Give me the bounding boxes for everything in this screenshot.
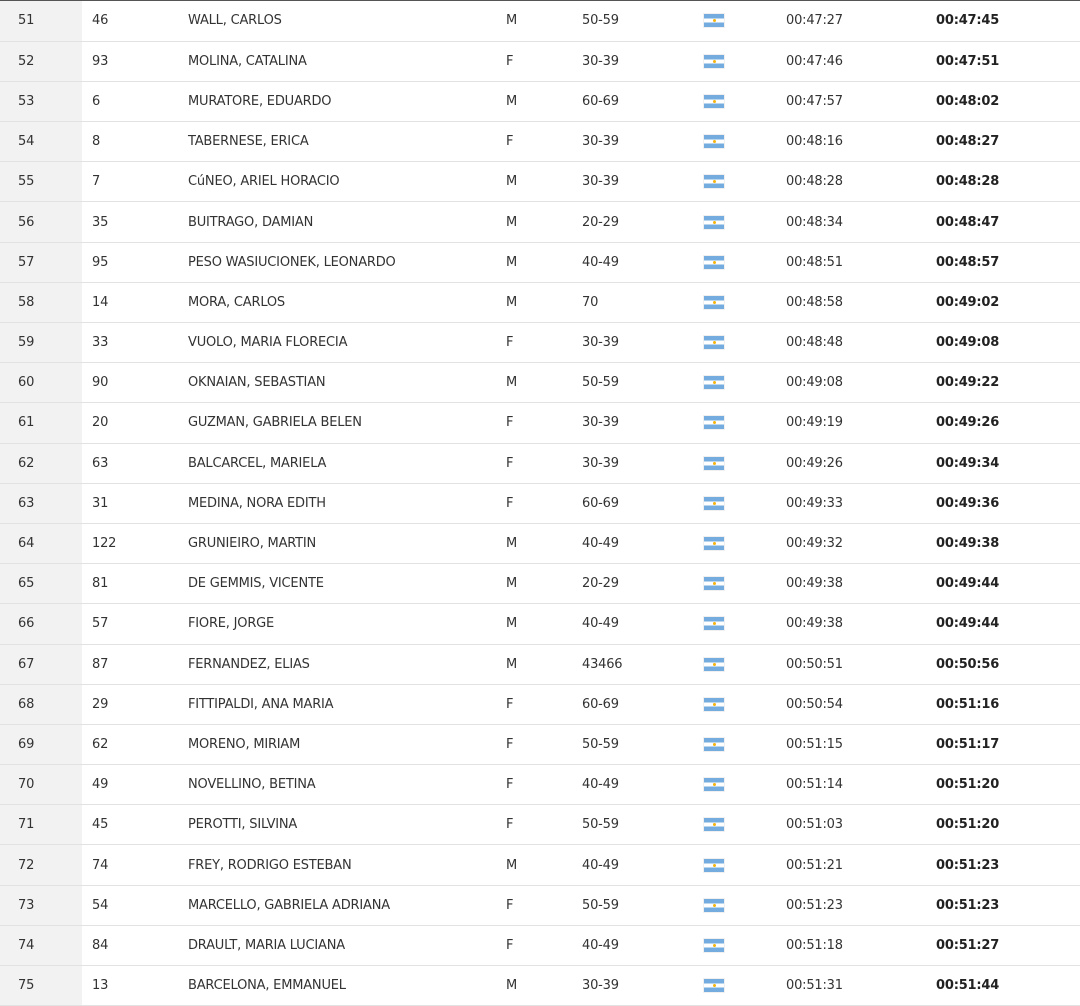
argentina-flag-icon [704, 175, 724, 188]
bib-cell: 81 [82, 564, 180, 604]
gun-time-cell: 00:51:23 [778, 885, 928, 925]
net-time-cell: 00:48:27 [928, 122, 1080, 162]
sun-icon [713, 180, 716, 183]
category-cell: 50-59 [574, 805, 696, 845]
bib-cell: 33 [82, 323, 180, 363]
argentina-flag-icon [704, 979, 724, 992]
gun-time-cell: 00:47:57 [778, 81, 928, 121]
table-row[interactable] [0, 483, 1080, 523]
sun-icon [713, 823, 716, 826]
position-cell: 69 [0, 724, 82, 764]
net-time-cell: 00:51:44 [928, 966, 1080, 1006]
net-time-cell: 00:49:02 [928, 282, 1080, 322]
nationality-cell [696, 564, 778, 604]
runner-name-cell: PESO WASIUCIONEK, LEONARDO [180, 242, 498, 282]
table-row[interactable] [0, 282, 1080, 322]
runner-name-cell: MORENO, MIRIAM [180, 724, 498, 764]
argentina-flag-icon [704, 55, 724, 68]
gun-time-cell: 00:49:38 [778, 604, 928, 644]
table-row[interactable] [0, 724, 1080, 764]
gun-time-cell: 00:48:34 [778, 202, 928, 242]
sex-cell: F [498, 765, 574, 805]
sex-cell: F [498, 483, 574, 523]
results-table [0, 1, 1080, 1006]
gun-time-cell: 00:48:16 [778, 122, 928, 162]
argentina-flag-icon [704, 738, 724, 751]
gun-time-cell: 00:47:46 [778, 41, 928, 81]
net-time-cell: 00:48:28 [928, 162, 1080, 202]
gun-time-cell: 00:51:14 [778, 765, 928, 805]
net-time-cell: 00:48:02 [928, 81, 1080, 121]
position-cell: 52 [0, 41, 82, 81]
runner-name-cell: OKNAIAN, SEBASTIAN [180, 363, 498, 403]
table-row[interactable] [0, 765, 1080, 805]
bib-cell: 62 [82, 724, 180, 764]
category-cell: 50-59 [574, 885, 696, 925]
sex-cell: M [498, 242, 574, 282]
table-row[interactable] [0, 363, 1080, 403]
net-time-cell: 00:49:22 [928, 363, 1080, 403]
runner-name-cell: MEDINA, NORA EDITH [180, 483, 498, 523]
gun-time-cell: 00:49:26 [778, 443, 928, 483]
sex-cell: F [498, 925, 574, 965]
argentina-flag-icon [704, 859, 724, 872]
nationality-cell [696, 282, 778, 322]
nationality-cell [696, 966, 778, 1006]
position-cell: 56 [0, 202, 82, 242]
net-time-cell: 00:50:56 [928, 644, 1080, 684]
table-row[interactable] [0, 523, 1080, 563]
category-cell: 40-49 [574, 523, 696, 563]
runner-name-cell: VUOLO, MARIA FLORECIA [180, 323, 498, 363]
nationality-cell [696, 202, 778, 242]
category-cell: 40-49 [574, 765, 696, 805]
argentina-flag-icon [704, 497, 724, 510]
bib-cell: 95 [82, 242, 180, 282]
category-cell: 30-39 [574, 41, 696, 81]
runner-name-cell: BALCARCEL, MARIELA [180, 443, 498, 483]
table-row[interactable] [0, 202, 1080, 242]
sun-icon [713, 944, 716, 947]
sex-cell: M [498, 81, 574, 121]
sex-cell: F [498, 443, 574, 483]
nationality-cell [696, 885, 778, 925]
gun-time-cell: 00:48:28 [778, 162, 928, 202]
sun-icon [713, 462, 716, 465]
runner-name-cell: PEROTTI, SILVINA [180, 805, 498, 845]
argentina-flag-icon [704, 899, 724, 912]
nationality-cell [696, 1, 778, 41]
runner-name-cell: BUITRAGO, DAMIAN [180, 202, 498, 242]
category-cell: 60-69 [574, 684, 696, 724]
bib-cell: 35 [82, 202, 180, 242]
sex-cell: M [498, 1, 574, 41]
category-cell: 60-69 [574, 81, 696, 121]
category-cell: 30-39 [574, 966, 696, 1006]
position-cell: 59 [0, 323, 82, 363]
runner-name-cell: FIORE, JORGE [180, 604, 498, 644]
results-table-body [0, 1, 1080, 1006]
position-cell: 70 [0, 765, 82, 805]
position-cell: 72 [0, 845, 82, 885]
category-cell: 20-29 [574, 202, 696, 242]
table-row[interactable] [0, 604, 1080, 644]
sun-icon [713, 703, 716, 706]
sun-icon [713, 743, 716, 746]
gun-time-cell: 00:48:48 [778, 323, 928, 363]
position-cell: 61 [0, 403, 82, 443]
position-cell: 64 [0, 523, 82, 563]
runner-name-cell: DRAULT, MARIA LUCIANA [180, 925, 498, 965]
sun-icon [713, 542, 716, 545]
position-cell: 63 [0, 483, 82, 523]
sun-icon [713, 19, 716, 22]
argentina-flag-icon [704, 658, 724, 671]
argentina-flag-icon [704, 577, 724, 590]
argentina-flag-icon [704, 256, 724, 269]
table-row[interactable] [0, 403, 1080, 443]
nationality-cell [696, 523, 778, 563]
nationality-cell [696, 644, 778, 684]
position-cell: 67 [0, 644, 82, 684]
sun-icon [713, 783, 716, 786]
gun-time-cell: 00:51:21 [778, 845, 928, 885]
sex-cell: M [498, 523, 574, 563]
nationality-cell [696, 765, 778, 805]
sex-cell: F [498, 724, 574, 764]
gun-time-cell: 00:51:03 [778, 805, 928, 845]
runner-name-cell: WALL, CARLOS [180, 1, 498, 41]
position-cell: 68 [0, 684, 82, 724]
table-row[interactable] [0, 162, 1080, 202]
sun-icon [713, 221, 716, 224]
bib-cell: 74 [82, 845, 180, 885]
net-time-cell: 00:51:27 [928, 925, 1080, 965]
bib-cell: 93 [82, 41, 180, 81]
sun-icon [713, 984, 716, 987]
bib-cell: 7 [82, 162, 180, 202]
table-row[interactable] [0, 805, 1080, 845]
nationality-cell [696, 483, 778, 523]
nationality-cell [696, 81, 778, 121]
net-time-cell: 00:47:51 [928, 41, 1080, 81]
bib-cell: 45 [82, 805, 180, 845]
net-time-cell: 00:48:57 [928, 242, 1080, 282]
category-cell: 60-69 [574, 483, 696, 523]
runner-name-cell: GUZMAN, GABRIELA BELEN [180, 403, 498, 443]
nationality-cell [696, 443, 778, 483]
table-row[interactable] [0, 966, 1080, 1006]
nationality-cell [696, 684, 778, 724]
table-row[interactable] [0, 443, 1080, 483]
bib-cell: 29 [82, 684, 180, 724]
nationality-cell [696, 41, 778, 81]
position-cell: 75 [0, 966, 82, 1006]
runner-name-cell: MURATORE, EDUARDO [180, 81, 498, 121]
nationality-cell [696, 845, 778, 885]
nationality-cell [696, 805, 778, 845]
position-cell: 55 [0, 162, 82, 202]
argentina-flag-icon [704, 537, 724, 550]
argentina-flag-icon [704, 939, 724, 952]
argentina-flag-icon [704, 296, 724, 309]
sun-icon [713, 582, 716, 585]
bib-cell: 87 [82, 644, 180, 684]
category-cell: 30-39 [574, 323, 696, 363]
net-time-cell: 00:49:26 [928, 403, 1080, 443]
gun-time-cell: 00:48:51 [778, 242, 928, 282]
nationality-cell [696, 323, 778, 363]
sun-icon [713, 663, 716, 666]
table-row[interactable] [0, 242, 1080, 282]
bib-cell: 49 [82, 765, 180, 805]
bib-cell: 46 [82, 1, 180, 41]
gun-time-cell: 00:50:51 [778, 644, 928, 684]
category-cell: 50-59 [574, 724, 696, 764]
sex-cell: F [498, 684, 574, 724]
net-time-cell: 00:49:34 [928, 443, 1080, 483]
argentina-flag-icon [704, 818, 724, 831]
sex-cell: F [498, 885, 574, 925]
gun-time-cell: 00:51:15 [778, 724, 928, 764]
category-cell: 30-39 [574, 443, 696, 483]
sun-icon [713, 904, 716, 907]
sex-cell: M [498, 162, 574, 202]
position-cell: 73 [0, 885, 82, 925]
category-cell: 40-49 [574, 604, 696, 644]
runner-name-cell: GRUNIEIRO, MARTIN [180, 523, 498, 563]
net-time-cell: 00:49:36 [928, 483, 1080, 523]
bib-cell: 90 [82, 363, 180, 403]
position-cell: 60 [0, 363, 82, 403]
nationality-cell [696, 162, 778, 202]
argentina-flag-icon [704, 336, 724, 349]
runner-name-cell: MORA, CARLOS [180, 282, 498, 322]
position-cell: 71 [0, 805, 82, 845]
argentina-flag-icon [704, 216, 724, 229]
sun-icon [713, 140, 716, 143]
nationality-cell [696, 724, 778, 764]
position-cell: 53 [0, 81, 82, 121]
table-row[interactable] [0, 925, 1080, 965]
position-cell: 62 [0, 443, 82, 483]
runner-name-cell: MARCELLO, GABRIELA ADRIANA [180, 885, 498, 925]
gun-time-cell: 00:47:27 [778, 1, 928, 41]
position-cell: 66 [0, 604, 82, 644]
runner-name-cell: BARCELONA, EMMANUEL [180, 966, 498, 1006]
sex-cell: M [498, 363, 574, 403]
position-cell: 74 [0, 925, 82, 965]
nationality-cell [696, 403, 778, 443]
net-time-cell: 00:47:45 [928, 1, 1080, 41]
net-time-cell: 00:51:20 [928, 765, 1080, 805]
category-cell: 40-49 [574, 242, 696, 282]
runner-name-cell: TABERNESE, ERICA [180, 122, 498, 162]
net-time-cell: 00:51:23 [928, 885, 1080, 925]
gun-time-cell: 00:49:08 [778, 363, 928, 403]
sun-icon [713, 100, 716, 103]
bib-cell: 13 [82, 966, 180, 1006]
sun-icon [713, 864, 716, 867]
category-cell: 43466 [574, 644, 696, 684]
sun-icon [713, 421, 716, 424]
category-cell: 20-29 [574, 564, 696, 604]
nationality-cell [696, 242, 778, 282]
category-cell: 40-49 [574, 845, 696, 885]
bib-cell: 84 [82, 925, 180, 965]
runner-name-cell: FREY, RODRIGO ESTEBAN [180, 845, 498, 885]
argentina-flag-icon [704, 416, 724, 429]
sun-icon [713, 60, 716, 63]
net-time-cell: 00:48:47 [928, 202, 1080, 242]
bib-cell: 57 [82, 604, 180, 644]
gun-time-cell: 00:49:32 [778, 523, 928, 563]
sex-cell: M [498, 966, 574, 1006]
sex-cell: F [498, 41, 574, 81]
argentina-flag-icon [704, 617, 724, 630]
sex-cell: M [498, 604, 574, 644]
gun-time-cell: 00:49:33 [778, 483, 928, 523]
table-row[interactable] [0, 644, 1080, 684]
table-row[interactable] [0, 41, 1080, 81]
argentina-flag-icon [704, 14, 724, 27]
bib-cell: 14 [82, 282, 180, 322]
argentina-flag-icon [704, 778, 724, 791]
bib-cell: 6 [82, 81, 180, 121]
position-cell: 54 [0, 122, 82, 162]
table-row[interactable] [0, 1, 1080, 41]
argentina-flag-icon [704, 95, 724, 108]
runner-name-cell: MOLINA, CATALINA [180, 41, 498, 81]
table-row[interactable] [0, 81, 1080, 121]
gun-time-cell: 00:49:38 [778, 564, 928, 604]
runner-name-cell: FERNANDEZ, ELIAS [180, 644, 498, 684]
nationality-cell [696, 363, 778, 403]
category-cell: 30-39 [574, 403, 696, 443]
net-time-cell: 00:49:08 [928, 323, 1080, 363]
sun-icon [713, 301, 716, 304]
category-cell: 50-59 [574, 363, 696, 403]
position-cell: 57 [0, 242, 82, 282]
sex-cell: F [498, 122, 574, 162]
net-time-cell: 00:51:16 [928, 684, 1080, 724]
argentina-flag-icon [704, 698, 724, 711]
sex-cell: M [498, 845, 574, 885]
sun-icon [713, 502, 716, 505]
category-cell: 70 [574, 282, 696, 322]
nationality-cell [696, 122, 778, 162]
nationality-cell [696, 604, 778, 644]
net-time-cell: 00:49:38 [928, 523, 1080, 563]
sex-cell: M [498, 282, 574, 322]
category-cell: 40-49 [574, 925, 696, 965]
sex-cell: M [498, 564, 574, 604]
bib-cell: 122 [82, 523, 180, 563]
sex-cell: M [498, 644, 574, 684]
runner-name-cell: CúNEO, ARIEL HORACIO [180, 162, 498, 202]
sex-cell: F [498, 403, 574, 443]
sex-cell: F [498, 805, 574, 845]
net-time-cell: 00:51:23 [928, 845, 1080, 885]
sex-cell: F [498, 323, 574, 363]
runner-name-cell: DE GEMMIS, VICENTE [180, 564, 498, 604]
bib-cell: 20 [82, 403, 180, 443]
table-row[interactable] [0, 885, 1080, 925]
position-cell: 58 [0, 282, 82, 322]
argentina-flag-icon [704, 376, 724, 389]
argentina-flag-icon [704, 457, 724, 470]
sun-icon [713, 622, 716, 625]
gun-time-cell: 00:49:19 [778, 403, 928, 443]
argentina-flag-icon [704, 135, 724, 148]
gun-time-cell: 00:51:18 [778, 925, 928, 965]
table-row[interactable] [0, 323, 1080, 363]
table-row[interactable] [0, 564, 1080, 604]
position-cell: 51 [0, 1, 82, 41]
gun-time-cell: 00:50:54 [778, 684, 928, 724]
sex-cell: M [498, 202, 574, 242]
gun-time-cell: 00:48:58 [778, 282, 928, 322]
table-row[interactable] [0, 684, 1080, 724]
table-row[interactable] [0, 845, 1080, 885]
net-time-cell: 00:51:20 [928, 805, 1080, 845]
category-cell: 50-59 [574, 1, 696, 41]
runner-name-cell: NOVELLINO, BETINA [180, 765, 498, 805]
bib-cell: 31 [82, 483, 180, 523]
category-cell: 30-39 [574, 122, 696, 162]
sun-icon [713, 261, 716, 264]
bib-cell: 63 [82, 443, 180, 483]
position-cell: 65 [0, 564, 82, 604]
sun-icon [713, 381, 716, 384]
runner-name-cell: FITTIPALDI, ANA MARIA [180, 684, 498, 724]
bib-cell: 8 [82, 122, 180, 162]
bib-cell: 54 [82, 885, 180, 925]
net-time-cell: 00:49:44 [928, 564, 1080, 604]
gun-time-cell: 00:51:31 [778, 966, 928, 1006]
table-row[interactable] [0, 122, 1080, 162]
sun-icon [713, 341, 716, 344]
net-time-cell: 00:51:17 [928, 724, 1080, 764]
category-cell: 30-39 [574, 162, 696, 202]
net-time-cell: 00:49:44 [928, 604, 1080, 644]
nationality-cell [696, 925, 778, 965]
